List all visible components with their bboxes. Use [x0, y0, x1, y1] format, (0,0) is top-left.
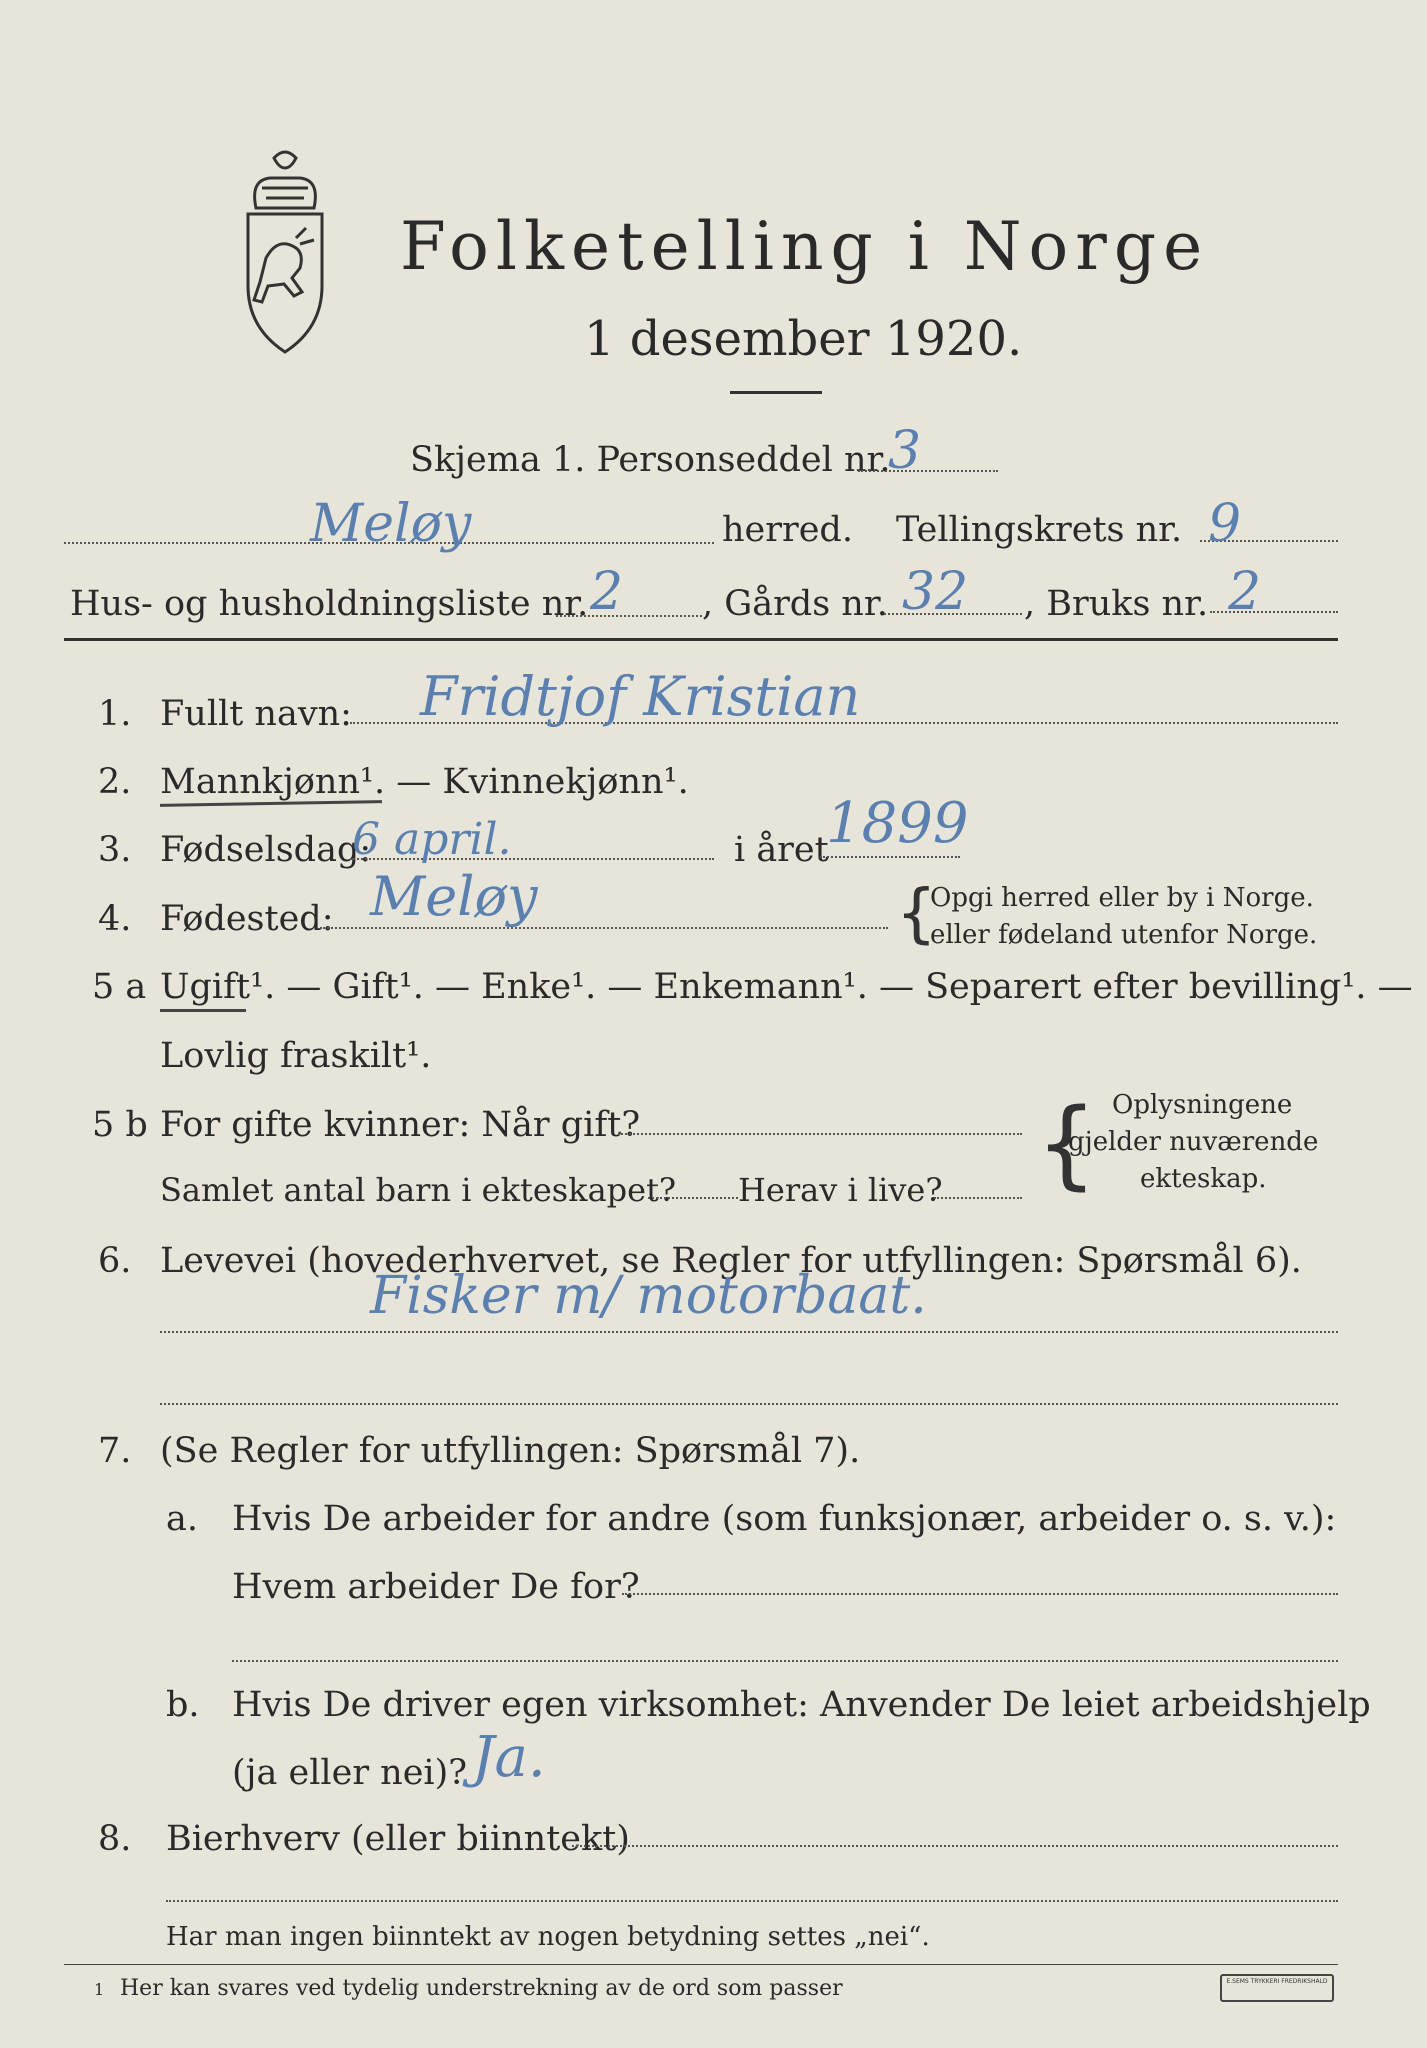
tellingskrets-nr-value[interactable]: 9	[1208, 494, 1242, 554]
q8-extra-line	[166, 1900, 1338, 1902]
q7a-line2: Hvem arbeider De for?	[232, 1567, 640, 1607]
birth-year-value[interactable]: 1899	[826, 791, 969, 856]
footnote-mark: 1	[94, 1980, 105, 1999]
q7-number: 7.	[98, 1431, 132, 1471]
gards-nr-value[interactable]: 32	[902, 562, 969, 622]
form-title: Folketelling i Norge	[400, 208, 1210, 285]
norway-coat-of-arms-icon	[226, 148, 344, 360]
herred-label: herred.	[722, 510, 853, 550]
skjema-label: Skjema 1. Personseddel nr.	[410, 440, 891, 480]
q8-note: Har man ingen biinntekt av nogen betydning settes „nei“.	[166, 1922, 930, 1952]
q7b-number: b.	[166, 1685, 200, 1725]
q4-note-bracket: {	[896, 877, 937, 951]
q3-number: 3.	[98, 830, 132, 870]
husliste-nr-value[interactable]: 2	[590, 562, 624, 622]
q2-number: 2.	[98, 762, 132, 802]
q4-number: 4.	[98, 899, 132, 939]
q5b-label3: Herav i live?	[738, 1171, 943, 1209]
occupation-value[interactable]: Fisker m/ motorbaat.	[370, 1266, 927, 1326]
q7a-extra-line	[232, 1660, 1338, 1662]
q8-label: Bierhverv (eller biinntekt)	[166, 1819, 630, 1859]
personseddel-nr-value[interactable]: 3	[888, 421, 922, 481]
q3-year-line	[820, 856, 960, 858]
q5b-note-line2: gjelder nuværende	[1068, 1127, 1319, 1157]
q8-line	[572, 1845, 1338, 1847]
hired-help-value[interactable]: Ja.	[472, 1725, 546, 1790]
husliste-line	[556, 615, 702, 617]
q4-note-line2: eller fødeland utenfor Norge.	[930, 920, 1318, 950]
q5a-line1: Ugift¹. — Gift¹. — Enke¹. — Enkemann¹. — Separert efter bevilling¹. —	[160, 967, 1413, 1007]
gards-label: , Gårds nr.	[702, 584, 888, 624]
q7b-line2: (ja eller nei)?	[232, 1753, 468, 1793]
q7-label: (Se Regler for utfyllingen: Spørsmål 7).	[160, 1431, 861, 1471]
husliste-label: Hus- og husholdningsliste nr.	[70, 584, 589, 624]
header-divider	[64, 638, 1338, 641]
q4-label: Fødested:	[160, 899, 334, 939]
q8-number: 8.	[98, 1819, 132, 1859]
bruks-nr-value[interactable]: 2	[1228, 562, 1262, 622]
q6-label: Levevei (hovederhvervet, se Regler for utfyllingen: Spørsmål 6).	[160, 1241, 1302, 1281]
q5b-line3	[934, 1197, 1022, 1199]
q3-year-label: i året	[734, 830, 829, 870]
q5b-note-line3: ekteskap.	[1140, 1164, 1267, 1194]
q5b-label1: For gifte kvinner: Når gift?	[160, 1105, 641, 1145]
q7b-line1: Hvis De driver egen virksomhet: Anvender De leiet arbeidshjelp	[232, 1685, 1371, 1725]
q6-line2	[160, 1403, 1338, 1405]
q5b-line1	[618, 1133, 1022, 1135]
personseddel-line	[858, 470, 998, 472]
ugift-underline	[160, 1009, 246, 1012]
q1-label: Fullt navn:	[160, 694, 352, 734]
footnote-divider	[64, 1964, 1338, 1965]
q5b-line2	[648, 1197, 738, 1199]
q5b-number: 5 b	[92, 1105, 148, 1145]
q5b-note-bracket: {	[1036, 1088, 1098, 1200]
q3-label: Fødselsdag:	[160, 830, 372, 870]
title-divider	[730, 391, 822, 394]
q5b-label2: Samlet antal barn i ekteskapet?	[160, 1171, 677, 1209]
birth-day-value[interactable]: 6 april.	[352, 814, 512, 865]
q7a-line1: Hvis De arbeider for andre (som funksjonær, arbeider o. s. v.):	[232, 1499, 1337, 1539]
q4-note-line1: Opgi herred eller by i Norge.	[930, 883, 1314, 913]
form-date: 1 desember 1920.	[584, 311, 1023, 367]
q6-line1	[160, 1331, 1338, 1333]
q7a-number: a.	[166, 1499, 198, 1539]
q6-number: 6.	[98, 1241, 132, 1281]
herred-value[interactable]: Meløy	[310, 494, 472, 554]
q1-number: 1.	[98, 694, 132, 734]
q2-label: Mannkjønn¹. — Kvinnekjønn¹.	[160, 762, 689, 802]
bruks-label: , Bruks nr.	[1024, 584, 1209, 624]
birthplace-value[interactable]: Meløy	[370, 865, 538, 928]
q7a-line	[622, 1593, 1338, 1595]
printer-stamp-text: E.SEMS TRYKKERI FREDRIKSHALD	[1226, 1978, 1328, 1985]
tellingskrets-label: Tellingskrets nr.	[896, 510, 1183, 550]
q5a-number: 5 a	[92, 967, 147, 1007]
q5a-line2: Lovlig fraskilt¹.	[160, 1036, 432, 1076]
footnote-text: Her kan svares ved tydelig understrekning av de ord som passer	[120, 1976, 843, 2001]
printer-stamp	[1220, 1974, 1334, 2002]
full-name-value[interactable]: Fridtjof Kristian	[420, 665, 861, 728]
q5b-note-line1: Oplysningene	[1112, 1090, 1293, 1120]
